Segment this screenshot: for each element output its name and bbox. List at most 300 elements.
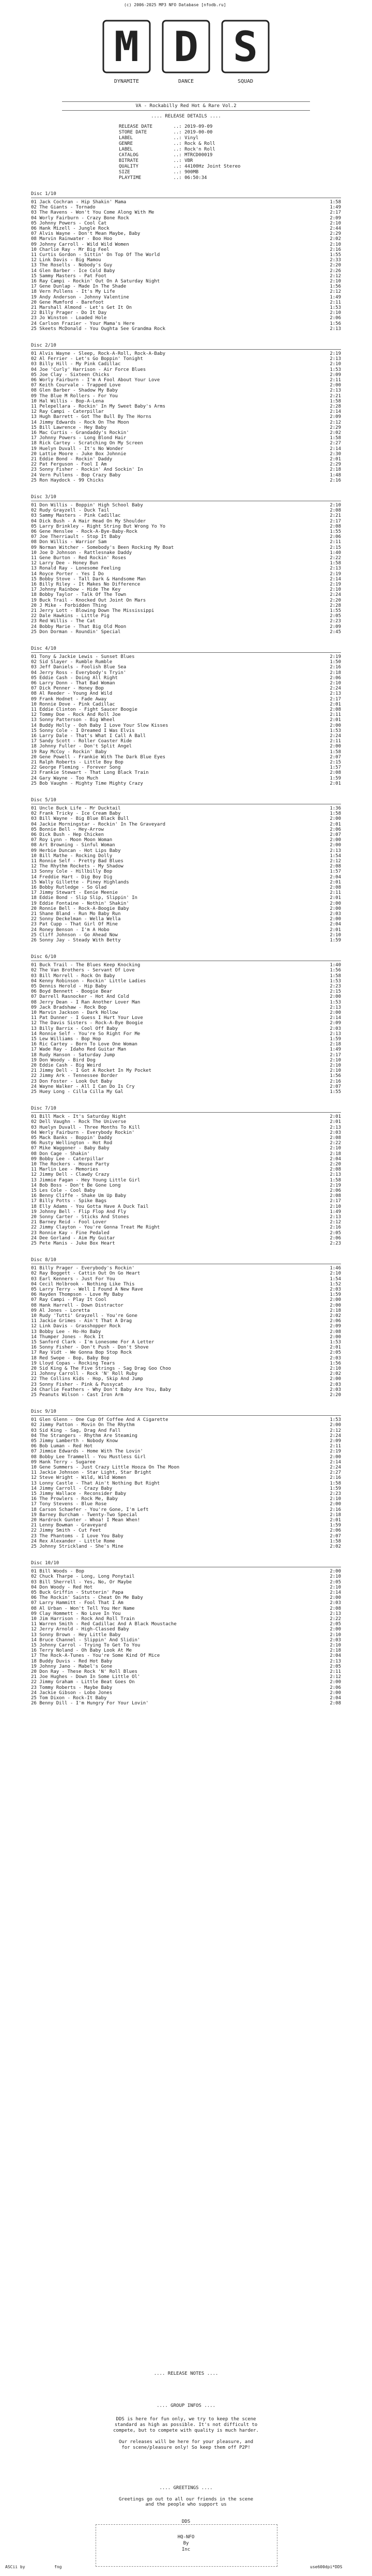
track-name: 08 Art Browning - Sinful Woman: [31, 843, 115, 848]
track-time: 2:01: [330, 821, 341, 827]
track-row: [31, 231, 341, 236]
track-time: 2:10: [330, 587, 341, 593]
track-time: 2:00: [330, 816, 341, 822]
track-time: 2:00: [330, 723, 341, 728]
track-name: 25 Johnny Strickland - She's Mine: [31, 1544, 123, 1549]
track-row: [31, 1518, 341, 1523]
track-time: 1:49: [330, 1209, 341, 1215]
track-row: [31, 1157, 341, 1162]
track-time: 1:40: [330, 963, 341, 968]
track-time: 2:13: [330, 388, 341, 394]
track-name: 01 Bill Mack - It's Saturday Night: [31, 1114, 127, 1120]
track-time: 1:58: [330, 811, 341, 817]
track-time: 2:27: [330, 441, 341, 446]
top-line: (c) 2006-2025 MP3 NFO Database [nfodb.ru]: [124, 3, 226, 7]
track-time: 2:08: [330, 1701, 341, 1706]
track-name: 19 Don Woody - Bird Dog: [31, 1057, 96, 1063]
track-name: 12 The Rhythm Rockets - My Shadow: [31, 864, 123, 870]
logo-label: DANCE: [178, 79, 194, 84]
track-name: 11 Ronnie Self - Pretty Bad Blues: [31, 859, 123, 864]
track-time: 1:50: [330, 660, 341, 665]
track-row: [31, 1653, 341, 1658]
track-time: 2:24: [330, 686, 341, 692]
track-row: [31, 875, 341, 880]
track-name: 02 The Giants - Tornado: [31, 205, 96, 211]
track-name: 20 Gene Mumford - Barefoot: [31, 299, 104, 305]
track-name: 16 Benny Cliffe - Shake Um Up Baby: [31, 1193, 127, 1199]
disc-title: Disc 8/10: [31, 1257, 56, 1263]
track-name: 08 Bobby Lee Trammell - You Mustless Girl: [31, 1454, 146, 1460]
track-time: 2:00: [330, 1569, 341, 1575]
detail-key: LABEL: [119, 136, 133, 141]
track-row: [31, 603, 341, 608]
track-name: 15 Jimmy Wallace - Reconsider Baby: [31, 1491, 127, 1496]
track-name: 15 Sonny Cole - I Dreamed I Was Elvis: [31, 728, 135, 733]
track-row: [31, 561, 341, 566]
track-row: [31, 457, 341, 462]
track-row: [31, 545, 341, 550]
track-name: 01 Uncle Buck Life - Mr Ducktail: [31, 806, 121, 811]
track-row: [31, 1319, 341, 1324]
track-row: [31, 1361, 341, 1366]
detail-value: 44100Hz Joint Stereo: [184, 164, 241, 169]
track-name: 05 Buck Griffin - Stutterin' Papa: [31, 1590, 123, 1595]
track-time: 2:10: [330, 681, 341, 686]
detail-value: 2019-09-09: [184, 124, 213, 129]
track-row: [31, 1000, 341, 1005]
track-time: 2:17: [330, 1199, 341, 1204]
track-name: 02 Jimmy Patton - Movin On The Rhythm: [31, 1422, 135, 1428]
track-time: 1:55: [330, 608, 341, 613]
track-name: 17 Jimmy Stewart - Eenie Meenie: [31, 890, 118, 896]
track-row: [31, 989, 341, 994]
track-row: [31, 1241, 341, 1246]
track-name: 23 Pat Cupp - That Girl Of Mine: [31, 922, 118, 927]
track-name: 04 Worly Fairburn - Crazy Bone Rock: [31, 215, 129, 221]
track-name: 21 Barney Reid - Fool Lover: [31, 1220, 107, 1225]
track-row: [31, 1569, 341, 1574]
track-name: 07 Larry Hammitt - Fool That I Am: [31, 1600, 123, 1606]
track-row: [31, 922, 341, 927]
track-row: [31, 221, 341, 226]
track-row: [31, 1481, 341, 1486]
track-row: [31, 619, 341, 624]
track-time: 2:18: [330, 467, 341, 473]
track-name: 16 Ray Campi - Rockin' Out On A Saturday Night: [31, 279, 160, 284]
track-time: 2:13: [330, 1172, 341, 1178]
track-row: [31, 305, 341, 310]
track-row: [31, 316, 341, 321]
track-time: 2:19: [330, 1449, 341, 1455]
track-time: 2:07: [330, 832, 341, 837]
track-time: 2:00: [330, 1502, 341, 1507]
track-row: [31, 697, 341, 702]
track-name: 07 Jimmie Edwards - Home With The Lovin': [31, 1449, 143, 1455]
track-row: [31, 1611, 341, 1616]
track-row: [31, 1622, 341, 1627]
track-row: [31, 869, 341, 874]
track-name: 12 Larry Dee - Honey Bun: [31, 561, 99, 566]
track-time: 2:03: [330, 1637, 341, 1643]
track-name: 14 Bob Boss - Don't Be Gone Long: [31, 1182, 121, 1188]
track-row: [31, 1356, 341, 1361]
track-time: 2:08: [330, 707, 341, 712]
track-name: 01 Billy Prager - Everybody's Rockin': [31, 1266, 135, 1271]
track-time: 2:08: [330, 1135, 341, 1141]
track-row: [31, 885, 341, 890]
disc-title: Disc 6/10: [31, 954, 56, 960]
track-row: [31, 1335, 341, 1340]
track-time: 2:13: [330, 1125, 341, 1130]
track-row: [31, 1089, 341, 1095]
track-time: 2:19: [330, 582, 341, 587]
track-row: [31, 1439, 341, 1444]
track-time: 2:20: [330, 597, 341, 603]
track-name: 18 Johnny Fuller - Don't Split Angel: [31, 744, 132, 750]
track-name: 15 Sammy Masters - Pat Foot: [31, 273, 107, 279]
track-time: 2:06: [330, 675, 341, 681]
track-row: [31, 362, 341, 367]
track-row: [31, 1539, 341, 1544]
track-time: 1:58: [330, 1177, 341, 1183]
track-name: 18 Bobby Taylor - Talk Of The Town: [31, 592, 127, 598]
track-row: [31, 1193, 341, 1199]
track-row: [31, 409, 341, 414]
track-row: [31, 1382, 341, 1387]
track-name: 10 Rudy 'Tutti' Grayzell - You're Gone: [31, 1313, 137, 1319]
track-name: 03 Bill Wayne - Big Blue Black Bull: [31, 816, 129, 822]
track-time: 1:49: [330, 205, 341, 211]
track-row: [31, 1199, 341, 1204]
track-time: 2:12: [330, 1220, 341, 1225]
track-row: [31, 1455, 341, 1460]
track-name: 24 Bobby Marie - That Big Old Moon: [31, 624, 127, 630]
track-time: 2:00: [330, 383, 341, 388]
track-name: 24 Jackie Gibson - Lobo Jones: [31, 1690, 113, 1696]
track-row: [31, 1162, 341, 1167]
track-time: 2:01: [330, 717, 341, 723]
track-row: [31, 1648, 341, 1653]
track-row: [31, 1141, 341, 1146]
track-time: 2:16: [330, 1475, 341, 1481]
track-name: 22 The Collins Kids - Hop, Skip And Jump: [31, 1376, 143, 1382]
track-name: 10 The Rockers - House Party: [31, 1162, 110, 1167]
track-row: [31, 1669, 341, 1674]
group-info-line: Our releases will be here for your pleasure, and: [118, 2439, 254, 2445]
track-name: 02 Rudy Grayzell - Duck Tail: [31, 508, 110, 514]
track-name: 14 Thumper Jones - Rock It: [31, 1334, 104, 1340]
track-time: 1:55: [330, 1089, 341, 1095]
track-row: [31, 1292, 341, 1297]
track-row: [31, 274, 341, 279]
disc-title: Disc 3/10: [31, 495, 56, 500]
track-name: 11 Gene Burton - Red Rockin' Roses: [31, 556, 127, 561]
track-row: [31, 577, 341, 582]
track-row: [31, 1220, 341, 1225]
track-name: 18 Elly Adams - You Gotta Have A Duck Tail: [31, 1204, 149, 1209]
track-name: 09 Bobby Lee - Caterpillar: [31, 1156, 104, 1162]
track-row: [31, 681, 341, 686]
detail-row: CATALOG ..: MTRCD00019: [119, 153, 213, 158]
track-row: [31, 848, 341, 853]
track-time: 2:44: [330, 226, 341, 231]
track-row: [31, 321, 341, 326]
track-time: 2:01: [330, 701, 341, 707]
track-row: [31, 378, 341, 383]
track-name: 08 Al Urban - Won't Tell You Her Name: [31, 1606, 135, 1611]
track-row: [31, 1063, 341, 1068]
track-name: 16 Ric Cartey - Born To Love One Woman: [31, 1042, 137, 1047]
track-name: 03 Jeff Daniels - Foolish Blue Sea: [31, 665, 127, 670]
footer-mid2: By: [183, 2541, 189, 2546]
track-name: 03 Sid King - Sag, Drag And Fall: [31, 1428, 121, 1433]
track-name: 16 Billy Riley - It Makes No Difference: [31, 582, 141, 587]
track-name: 14 Royce Porter - Yes I Do: [31, 571, 104, 577]
track-name: 14 Jimmy Carroll - Crazy Baby: [31, 1486, 113, 1491]
track-time: 2:10: [330, 362, 341, 367]
track-name: 02 Dell Vaughn - Rock The Universe: [31, 1119, 127, 1125]
track-time: 2:01: [330, 1114, 341, 1120]
track-name: 01 Glen Glenn - One Cup Of Coffee And A Cigarette: [31, 1417, 168, 1423]
track-row: [31, 1690, 341, 1696]
track-time: 2:20: [330, 263, 341, 268]
track-time: 1:55: [330, 529, 341, 534]
track-row: [31, 1146, 341, 1151]
track-time: 2:23: [330, 619, 341, 624]
track-time: 1:59: [330, 1037, 341, 1042]
track-row: [31, 994, 341, 999]
track-row: [31, 310, 341, 316]
detail-row: RELEASE DATE ..: 2019-09-09: [119, 124, 213, 129]
track-row: [31, 1523, 341, 1528]
track-time: 2:14: [330, 1590, 341, 1595]
track-name: 11 Pelepellara - Rockin' In My Sweet Baby's Arms: [31, 404, 166, 409]
track-row: [31, 630, 341, 635]
track-time: 2:07: [330, 754, 341, 760]
track-row: [31, 503, 341, 508]
track-time: 2:29: [330, 231, 341, 237]
track-name: 19 Barney Burcham - Twenty-Two Special: [31, 1512, 137, 1518]
track-time: 1:58: [330, 398, 341, 404]
track-row: [31, 755, 341, 760]
track-name: 02 Chuck Tharpe - Long, Long Ponytail: [31, 1574, 135, 1580]
track-row: [31, 1350, 341, 1355]
track-row: [31, 1266, 341, 1271]
track-name: 01 Jack Cochran - Hip Shakin' Mama: [31, 200, 127, 205]
disc-title: Disc 7/10: [31, 1106, 56, 1112]
track-row: [31, 608, 341, 613]
track-time: 2:06: [330, 534, 341, 540]
track-name: 25 Cliff Johnson - Go Ahead Now: [31, 932, 118, 938]
detail-key: RELEASE DATE: [119, 124, 153, 129]
track-row: [31, 1084, 341, 1089]
track-name: 14 Glen Barber - Ice Cold Baby: [31, 268, 115, 274]
track-time: 2:13: [330, 1611, 341, 1616]
track-row: [31, 1600, 341, 1606]
track-time: 2:18: [330, 1308, 341, 1313]
track-name: 21 Joe Hughes - Down In Some Little Ol': [31, 1674, 141, 1680]
track-row: [31, 1502, 341, 1507]
track-row: [31, 859, 341, 864]
track-row: [31, 478, 341, 483]
track-row: [31, 436, 341, 441]
track-time: 2:22: [330, 1616, 341, 1622]
track-row: [31, 827, 341, 832]
track-time: 2:18: [330, 1648, 341, 1654]
track-name: 05 Bonnie Bell - Hey-Arrow: [31, 827, 104, 832]
track-name: 18 Rudy Hanson - Saturday Jump: [31, 1052, 115, 1058]
track-time: 2:10: [330, 1643, 341, 1648]
track-name: 04 The Strangers - Rhythm Are Steaming: [31, 1433, 137, 1439]
track-name: 21 Shane Bland - Run Mo Baby Run: [31, 911, 121, 917]
track-row: [31, 750, 341, 755]
track-time: 2:24: [330, 1465, 341, 1470]
track-time: 2:01: [330, 1518, 341, 1523]
track-time: 2:24: [330, 592, 341, 598]
track-name: 11 Curtis Gordon - Sittin' On Top Of The World: [31, 252, 160, 258]
track-time: 2:11: [330, 712, 341, 718]
track-name: 05 Larry Terry - Well I Found A New Rave: [31, 1287, 143, 1292]
track-name: 06 Dick Bush - Hep Chicken: [31, 832, 104, 837]
track-name: 23 Sonny Fisher - Rockin' And Sockin' In: [31, 467, 143, 473]
track-row: [31, 1449, 341, 1454]
track-row: [31, 702, 341, 707]
detail-value: MTRCD00019: [184, 153, 213, 158]
track-time: 2:11: [330, 1444, 341, 1449]
track-name: 17 Gene Dunlap - Made In The Shade: [31, 284, 127, 290]
track-time: 2:16: [330, 1225, 341, 1231]
track-row: [31, 430, 341, 436]
track-name: 04 Cecil Holbrook - Nothing Like This: [31, 1281, 135, 1287]
track-name: 21 Lenny Bowman - Graveyard: [31, 1523, 107, 1529]
track-row: [31, 1633, 341, 1638]
detail-value: Rock & Roll: [184, 141, 215, 146]
disc-title: Disc 2/10: [31, 343, 56, 348]
track-time: 2:05: [330, 1230, 341, 1236]
track-name: 09 Clay Hommett - No Love In You: [31, 1611, 121, 1616]
track-time: 2:09: [330, 414, 341, 420]
track-time: 2:05: [330, 1579, 341, 1585]
track-time: 2:03: [330, 1382, 341, 1387]
track-row: [31, 540, 341, 545]
track-time: 2:12: [330, 420, 341, 425]
track-time: 1:54: [330, 1276, 341, 1282]
track-row: [31, 598, 341, 603]
track-time: 2:03: [330, 911, 341, 917]
track-row: [31, 414, 341, 420]
track-row: [31, 1079, 341, 1084]
track-time: 2:27: [330, 1470, 341, 1476]
track-time: 2:03: [330, 1387, 341, 1392]
track-name: 10 Marvin Jackson - Dark Hollow: [31, 1010, 118, 1015]
track-name: 15 Lew Williams - Bop Hop: [31, 1037, 101, 1042]
track-row: [31, 1595, 341, 1600]
track-time: 2:10: [330, 1063, 341, 1068]
track-name: 10 Hal Willis - Bop-A-Lena: [31, 398, 104, 404]
track-row: [31, 1528, 341, 1533]
track-row: [31, 917, 341, 922]
track-row: [31, 1231, 341, 1236]
track-time: 2:06: [330, 1319, 341, 1324]
track-name: 19 Lloyd Copas - Rocking Tears: [31, 1360, 115, 1366]
track-time: 1:58: [330, 436, 341, 441]
track-name: 22 Jimmy Graham - Little Beat Goes On: [31, 1680, 135, 1685]
track-time: 2:11: [330, 299, 341, 305]
track-name: 06 Gene Henslee - Rock-A-Bye-Baby-Rock: [31, 529, 137, 534]
track-name: 09 Johnny Carroll - Wild Wild Women: [31, 242, 129, 247]
track-time: 2:02: [330, 1371, 341, 1377]
track-time: 2:17: [330, 1052, 341, 1058]
track-name: 07 Mike Waggoner - Baby Baby: [31, 1146, 110, 1151]
track-time: 2:20: [330, 1392, 341, 1398]
track-row: [31, 654, 341, 660]
track-row: [31, 572, 341, 577]
track-time: 2:08: [330, 508, 341, 514]
track-row: [31, 660, 341, 665]
track-row: [31, 1329, 341, 1335]
track-time: 2:10: [330, 310, 341, 316]
track-time: 2:00: [330, 994, 341, 1000]
track-row: [31, 587, 341, 592]
track-name: 05 Joe Clay - Sixteen Chicks: [31, 372, 110, 378]
track-name: 13 Sonny Brown - Hey Little Baby: [31, 1632, 121, 1638]
track-row: [31, 1701, 341, 1706]
track-name: 20 Lattie Moore - Juke Box Johnnie: [31, 451, 127, 457]
track-row: [31, 890, 341, 895]
track-row: [31, 760, 341, 765]
track-time: 1:53: [330, 978, 341, 984]
track-time: 2:06: [330, 316, 341, 321]
track-row: [31, 1387, 341, 1392]
track-time: 1:56: [330, 1073, 341, 1079]
track-time: 1:58: [330, 1480, 341, 1486]
track-row: [31, 853, 341, 859]
track-name: 05 Mack Banks - Boppin' Daddy: [31, 1135, 113, 1141]
track-name: 13 Lonny Castle - That Ain't Nothing But Right: [31, 1480, 160, 1486]
track-name: 15 Sanford Clark - I'm Lonesome For A Letter: [31, 1340, 154, 1345]
track-time: 2:10: [330, 1574, 341, 1580]
track-row: [31, 1297, 341, 1302]
track-row: [31, 289, 341, 294]
track-name: 03 Bill Sherrell - Yes, No, Or Maybe: [31, 1579, 132, 1585]
track-time: 2:16: [330, 1507, 341, 1512]
track-time: 2:28: [330, 603, 341, 608]
track-name: 06 Bob Luman - Red Hot: [31, 1444, 93, 1449]
track-name: 15 Bobby Stove - Tall Dark & Handsome Man: [31, 576, 146, 582]
track-row: [31, 1053, 341, 1058]
track-name: 14 Buddy Holly - Ooh Baby I Love Your Slow Kisses: [31, 723, 168, 728]
track-name: 07 Alvis Wayne - Don't Mean Maybe, Baby: [31, 231, 141, 237]
logo-label: SQUAD: [237, 79, 254, 84]
section-group-info: .... GROUP INFOS ....: [157, 2403, 215, 2408]
track-row: [31, 1058, 341, 1063]
track-time: 2:45: [330, 629, 341, 635]
track-name: 22 Jimmy Ark - Tennessee Border: [31, 1073, 118, 1079]
track-row: [31, 933, 341, 938]
track-name: 26 Benny Dill - I'm Hungry For Your Lovin': [31, 1701, 149, 1706]
track-time: 2:13: [330, 691, 341, 697]
track-name: 13 Sonny Cole - Hillbilly Bop: [31, 869, 113, 875]
footer-mid3: Inc: [181, 2547, 191, 2552]
track-time: 2:24: [330, 1433, 341, 1439]
track-row: [31, 1627, 341, 1632]
track-name: 21 Johnny Carroll - Rock 'N' Roll Ruby: [31, 1371, 137, 1377]
track-name: 08 Don Willis - Warrior Sam: [31, 540, 107, 545]
track-name: 03 Huelyn Duvall - Three Months To Kill: [31, 1125, 141, 1130]
track-name: 18 Eddie Bond - Slip Slip, Slippin' In: [31, 895, 137, 901]
track-name: 04 Joe 'Curly' Harrison - Air Force Blues: [31, 367, 146, 372]
track-name: 23 Sonny Fisher - Pink & Pussycat: [31, 1382, 123, 1387]
